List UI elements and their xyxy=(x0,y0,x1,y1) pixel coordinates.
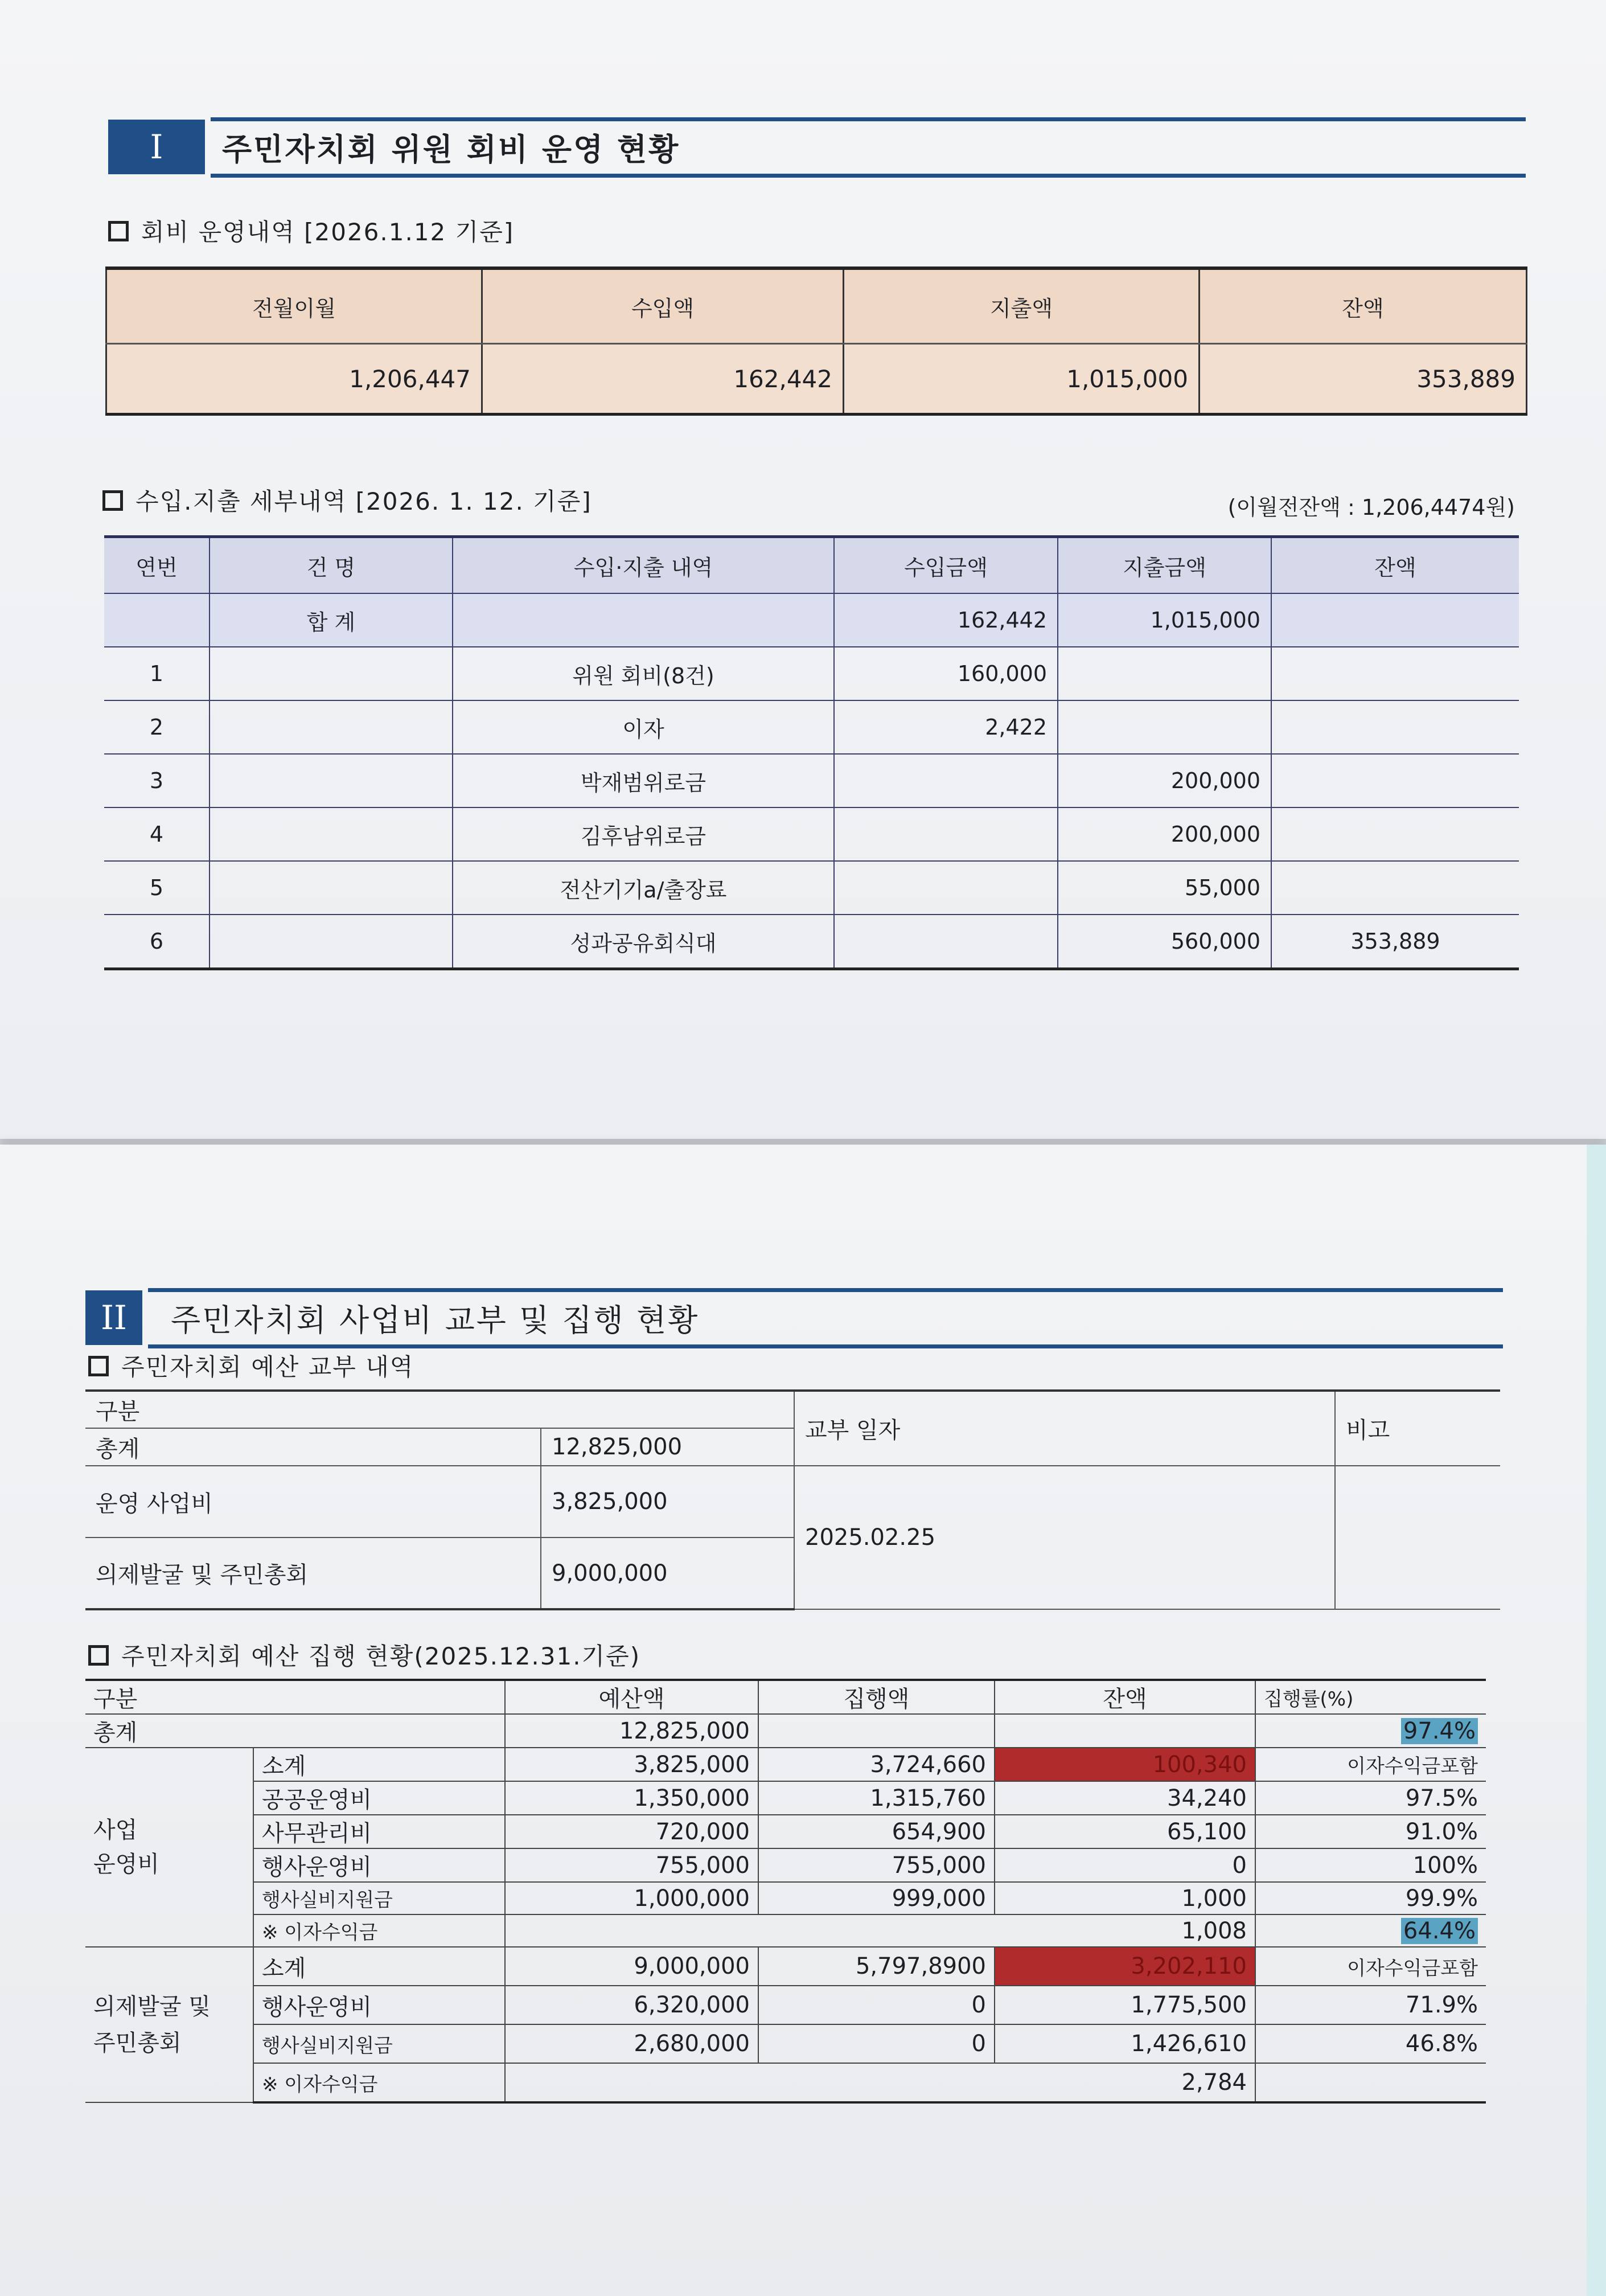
header-category: 구분 xyxy=(85,1391,794,1428)
table-row xyxy=(85,2024,1486,2063)
header-balance: 잔액 xyxy=(995,1680,1255,1714)
subheading-budget-execution xyxy=(88,1638,640,1672)
row-spent: 654,900 xyxy=(758,1815,995,1848)
row-expense: 560,000 xyxy=(1058,915,1271,969)
row-expense xyxy=(1058,647,1271,700)
header-balance: 잔액 xyxy=(1271,537,1519,594)
row-income xyxy=(834,754,1058,807)
fee-summary-table xyxy=(105,266,1527,416)
row-rate: 97.5% xyxy=(1255,1781,1486,1815)
row-rate: 100% xyxy=(1255,1848,1486,1882)
row-budget: 6,320,000 xyxy=(505,1986,758,2024)
row-name: 행사운영비 xyxy=(253,1986,505,2024)
carryover-value: 1,206,447 xyxy=(106,344,482,415)
row-balance: 65,100 xyxy=(995,1815,1255,1848)
total-value: 12,825,000 xyxy=(541,1428,794,1466)
table-row xyxy=(85,1391,1500,1428)
row-spent: 5,797,8900 xyxy=(758,1947,995,1986)
row-balance xyxy=(1271,647,1519,700)
income-expense-detail-table xyxy=(104,535,1519,970)
checkbox-square-icon xyxy=(108,221,129,241)
row-no: 2 xyxy=(104,700,210,754)
checkbox-square-icon xyxy=(88,1356,109,1376)
row-name: ※ 이자수익금 xyxy=(253,2063,505,2102)
row-rate: 이자수익금포함 xyxy=(1255,1947,1486,1986)
subheading-fee-operation xyxy=(108,214,514,248)
row-balance: 353,889 xyxy=(1271,915,1519,969)
background-strip xyxy=(1587,1145,1606,2296)
group-label-agenda: 의제발굴 및 주민총회 xyxy=(85,1947,253,2102)
row-rate: 91.0% xyxy=(1255,1815,1486,1848)
header-grant-date: 교부 일자 xyxy=(794,1391,1335,1466)
header-expense-amount: 지출금액 xyxy=(1058,537,1271,594)
rate-highlight: 97.4% xyxy=(1401,1718,1478,1744)
row-name: 소계 xyxy=(253,1748,505,1781)
table-row xyxy=(85,1848,1486,1882)
header-balance: 잔액 xyxy=(1200,268,1527,344)
row-balance xyxy=(1271,807,1519,861)
total-budget: 12,825,000 xyxy=(505,1714,758,1748)
header-no: 연번 xyxy=(104,537,210,594)
row-no: 6 xyxy=(104,915,210,969)
section-1-number: I xyxy=(108,120,205,174)
table-header-row xyxy=(104,537,1519,594)
table-row xyxy=(85,1781,1486,1815)
row-rate: 99.9% xyxy=(1255,1882,1486,1914)
table-row xyxy=(85,1748,1486,1781)
header-carryover: 전월이월 xyxy=(106,268,482,344)
row-spent: 0 xyxy=(758,2024,995,2063)
row-budget: 1,000,000 xyxy=(505,1882,758,1914)
note-cell xyxy=(1335,1466,1500,1609)
row-balance xyxy=(1271,700,1519,754)
operating-budget-value: 3,825,000 xyxy=(541,1466,794,1538)
row-balance-highlighted: 3,202,110 xyxy=(995,1947,1255,1986)
table-row xyxy=(104,700,1519,754)
rate-highlight: 64.4% xyxy=(1401,1918,1478,1944)
row-balance: 1,775,500 xyxy=(995,1986,1255,2024)
row-income xyxy=(834,861,1058,915)
header-category: 구분 xyxy=(85,1680,505,1714)
heading-rule xyxy=(148,1344,1503,1348)
heading-rule xyxy=(148,1288,1503,1292)
row-budget: 3,825,000 xyxy=(505,1748,758,1781)
budget-execution-table xyxy=(85,1679,1486,2104)
row-description: 박재범위로금 xyxy=(453,754,834,807)
row-balance: 0 xyxy=(995,1848,1255,1882)
row-name: 사무관리비 xyxy=(253,1815,505,1848)
section-2-heading xyxy=(85,1288,1503,1345)
row-rate: 46.8% xyxy=(1255,2024,1486,2063)
section-1-title: 주민자치회 위원 회비 운영 현황 xyxy=(222,132,680,167)
table-row xyxy=(85,1815,1486,1848)
total-label: 총계 xyxy=(85,1714,505,1748)
row-expense: 55,000 xyxy=(1058,861,1271,915)
row-name: ※ 이자수익금 xyxy=(253,1914,505,1947)
header-income: 수입액 xyxy=(482,268,844,344)
row-expense: 200,000 xyxy=(1058,754,1271,807)
row-budget: 1,350,000 xyxy=(505,1781,758,1815)
row-description: 전산기기a/출장료 xyxy=(453,861,834,915)
row-description: 성과공유회식대 xyxy=(453,915,834,969)
header-spent: 집행액 xyxy=(758,1680,995,1714)
interest-rate xyxy=(1255,1914,1486,1947)
row-no: 3 xyxy=(104,754,210,807)
row-no: 4 xyxy=(104,807,210,861)
row-balance: 1,426,610 xyxy=(995,2024,1255,2063)
row-income xyxy=(834,807,1058,861)
table-row xyxy=(104,754,1519,807)
checkbox-square-icon xyxy=(102,490,123,511)
income-value: 162,442 xyxy=(482,344,844,415)
row-spent: 1,315,760 xyxy=(758,1781,995,1815)
row-balance xyxy=(1271,754,1519,807)
row-no: 5 xyxy=(104,861,210,915)
table-row xyxy=(85,1947,1486,1986)
table-row xyxy=(85,1882,1486,1914)
checkbox-square-icon xyxy=(88,1645,109,1666)
row-description: 위원 회비(8건) xyxy=(453,647,834,700)
table-header-row xyxy=(85,1680,1486,1714)
row-name: 행사운영비 xyxy=(253,1848,505,1882)
row-description: 이자 xyxy=(453,700,834,754)
row-budget: 755,000 xyxy=(505,1848,758,1882)
row-budget: 720,000 xyxy=(505,1815,758,1848)
total-row xyxy=(104,593,1519,647)
table-row xyxy=(106,344,1527,415)
heading-rule xyxy=(211,174,1526,178)
interest-balance: 2,784 xyxy=(505,2063,1255,2102)
table-row xyxy=(85,1466,1500,1538)
operating-budget-label: 운영 사업비 xyxy=(85,1466,541,1538)
header-item: 건 명 xyxy=(210,537,453,594)
interest-row xyxy=(85,2063,1486,2102)
balance-value: 353,889 xyxy=(1200,344,1527,415)
total-rate xyxy=(1255,1714,1486,1748)
row-description: 김후남위로금 xyxy=(453,807,834,861)
total-row xyxy=(85,1714,1486,1748)
row-expense xyxy=(1058,700,1271,754)
total-label: 합 계 xyxy=(210,593,453,647)
row-spent: 3,724,660 xyxy=(758,1748,995,1781)
subheading-text: 주민자치회 예산 교부 내역 xyxy=(121,1353,414,1381)
total-income: 162,442 xyxy=(834,593,1058,647)
table-row xyxy=(85,1986,1486,2024)
budget-grant-table xyxy=(85,1389,1500,1610)
carryover-note: (이월전잔액 : 1,206,4474원) xyxy=(1227,495,1515,520)
row-name: 행사실비지원금 xyxy=(253,2024,505,2063)
total-label: 총계 xyxy=(85,1428,541,1466)
row-spent: 0 xyxy=(758,1986,995,2024)
row-spent: 999,000 xyxy=(758,1882,995,1914)
total-expense: 1,015,000 xyxy=(1058,593,1271,647)
row-income xyxy=(834,915,1058,969)
row-rate: 이자수익금포함 xyxy=(1255,1748,1486,1781)
row-name: 공공운영비 xyxy=(253,1781,505,1815)
interest-row xyxy=(85,1914,1486,1947)
agenda-budget-label: 의제발굴 및 주민총회 xyxy=(85,1538,541,1609)
header-expense: 지출액 xyxy=(844,268,1200,344)
heading-rule xyxy=(211,117,1526,121)
section-2-title: 주민자치회 사업비 교부 및 집행 현황 xyxy=(171,1302,700,1338)
header-note: 비고 xyxy=(1335,1391,1500,1466)
subheading-text: 수입.지출 세부내역 [2026. 1. 12. 기준] xyxy=(135,487,592,515)
row-spent: 755,000 xyxy=(758,1848,995,1882)
table-row xyxy=(104,915,1519,969)
section-1-heading xyxy=(108,117,1526,174)
row-no: 1 xyxy=(104,647,210,700)
group-label-operating: 사업 운영비 xyxy=(85,1748,253,1947)
row-balance xyxy=(1271,861,1519,915)
row-balance-highlighted: 100,340 xyxy=(995,1748,1255,1781)
section-2-number: II xyxy=(85,1290,142,1345)
row-balance: 1,000 xyxy=(995,1882,1255,1914)
subheading-income-expense-detail xyxy=(102,483,592,517)
row-name: 행사실비지원금 xyxy=(253,1882,505,1914)
table-header-row xyxy=(106,268,1527,344)
row-rate: 71.9% xyxy=(1255,1986,1486,2024)
header-rate: 집행률(%) xyxy=(1255,1680,1486,1714)
row-income: 2,422 xyxy=(834,700,1058,754)
table-row xyxy=(104,647,1519,700)
row-name: 소계 xyxy=(253,1947,505,1986)
row-budget: 2,680,000 xyxy=(505,2024,758,2063)
row-budget: 9,000,000 xyxy=(505,1947,758,1986)
subheading-text: 회비 운영내역 [2026.1.12 기준] xyxy=(141,218,515,246)
row-expense: 200,000 xyxy=(1058,807,1271,861)
table-row xyxy=(104,807,1519,861)
interest-balance: 1,008 xyxy=(505,1914,1255,1947)
agenda-budget-value: 9,000,000 xyxy=(541,1538,794,1609)
row-income: 160,000 xyxy=(834,647,1058,700)
subheading-budget-grant xyxy=(88,1348,414,1383)
header-budget: 예산액 xyxy=(505,1680,758,1714)
grant-date: 2025.02.25 xyxy=(794,1466,1335,1609)
subheading-text: 주민자치회 예산 집행 현황(2025.12.31.기준) xyxy=(121,1642,641,1670)
header-income-amount: 수입금액 xyxy=(834,537,1058,594)
row-balance: 34,240 xyxy=(995,1781,1255,1815)
table-row xyxy=(104,861,1519,915)
header-description: 수입·지출 내역 xyxy=(453,537,834,594)
expense-value: 1,015,000 xyxy=(844,344,1200,415)
